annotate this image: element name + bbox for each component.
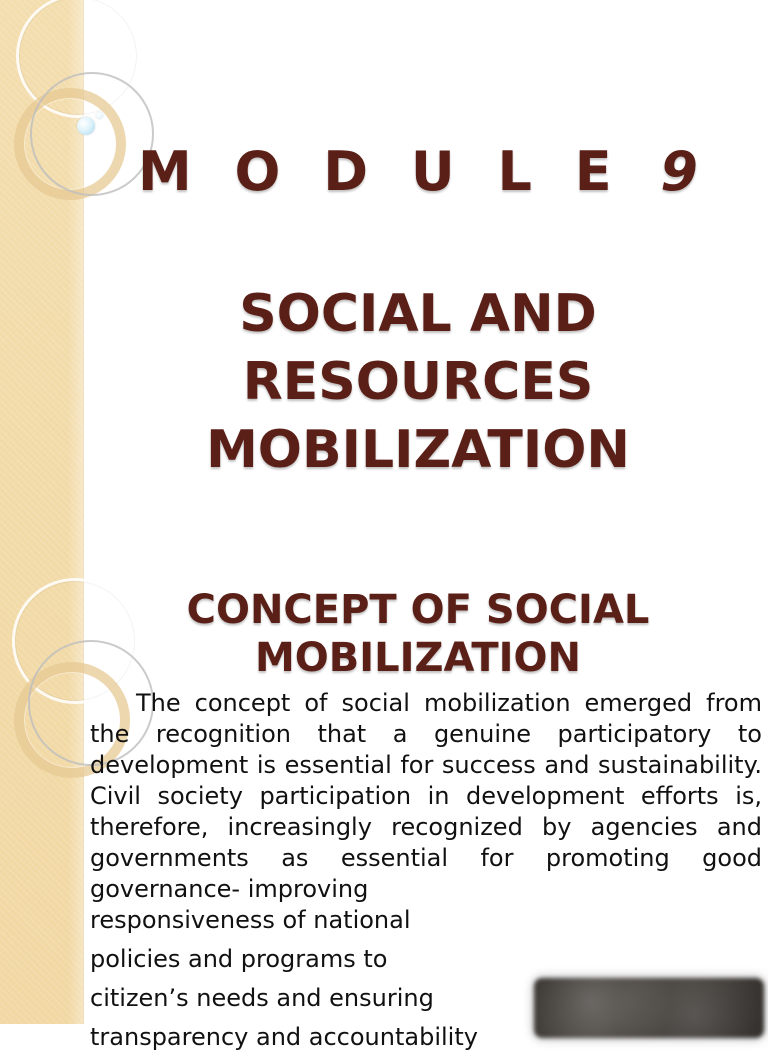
body-line-1: responsiveness of national: [90, 906, 411, 934]
main-title: [96, 280, 740, 484]
body-line-4: transparency and accountability: [90, 1023, 478, 1051]
concept-title-line-2: MOBILIZATION: [254, 635, 582, 681]
concept-title: [96, 586, 740, 682]
decorative-side-band: [0, 0, 84, 1024]
body-paragraph: The concept of social mobilization emerged from the recognition that a genuine participatory to development is essential for success and sustainability. Civil society participation in development efforts is, therefore, increasingly recognized by agencies and governments as essential for promoting good governance- improving: [90, 689, 762, 903]
module-title: [96, 140, 740, 203]
module-number: 9: [660, 140, 698, 203]
concept-title-line-1: CONCEPT OF SOCIAL: [186, 587, 650, 633]
main-title-line-3: MOBILIZATION: [206, 420, 630, 480]
main-title-line-1: SOCIAL AND: [239, 284, 597, 344]
body-line-2: policies and programs to: [90, 945, 388, 973]
main-title-line-2: RESOURCES: [242, 352, 594, 412]
decorative-bubble-large: [77, 117, 95, 135]
module-label: M O D U L E: [137, 140, 624, 203]
side-band-shade: [68, 0, 84, 1024]
blurred-thumbnail-image: [534, 978, 764, 1038]
decorative-bubble-small: [96, 112, 103, 119]
body-line-3: citizen’s needs and ensuring: [90, 984, 434, 1012]
